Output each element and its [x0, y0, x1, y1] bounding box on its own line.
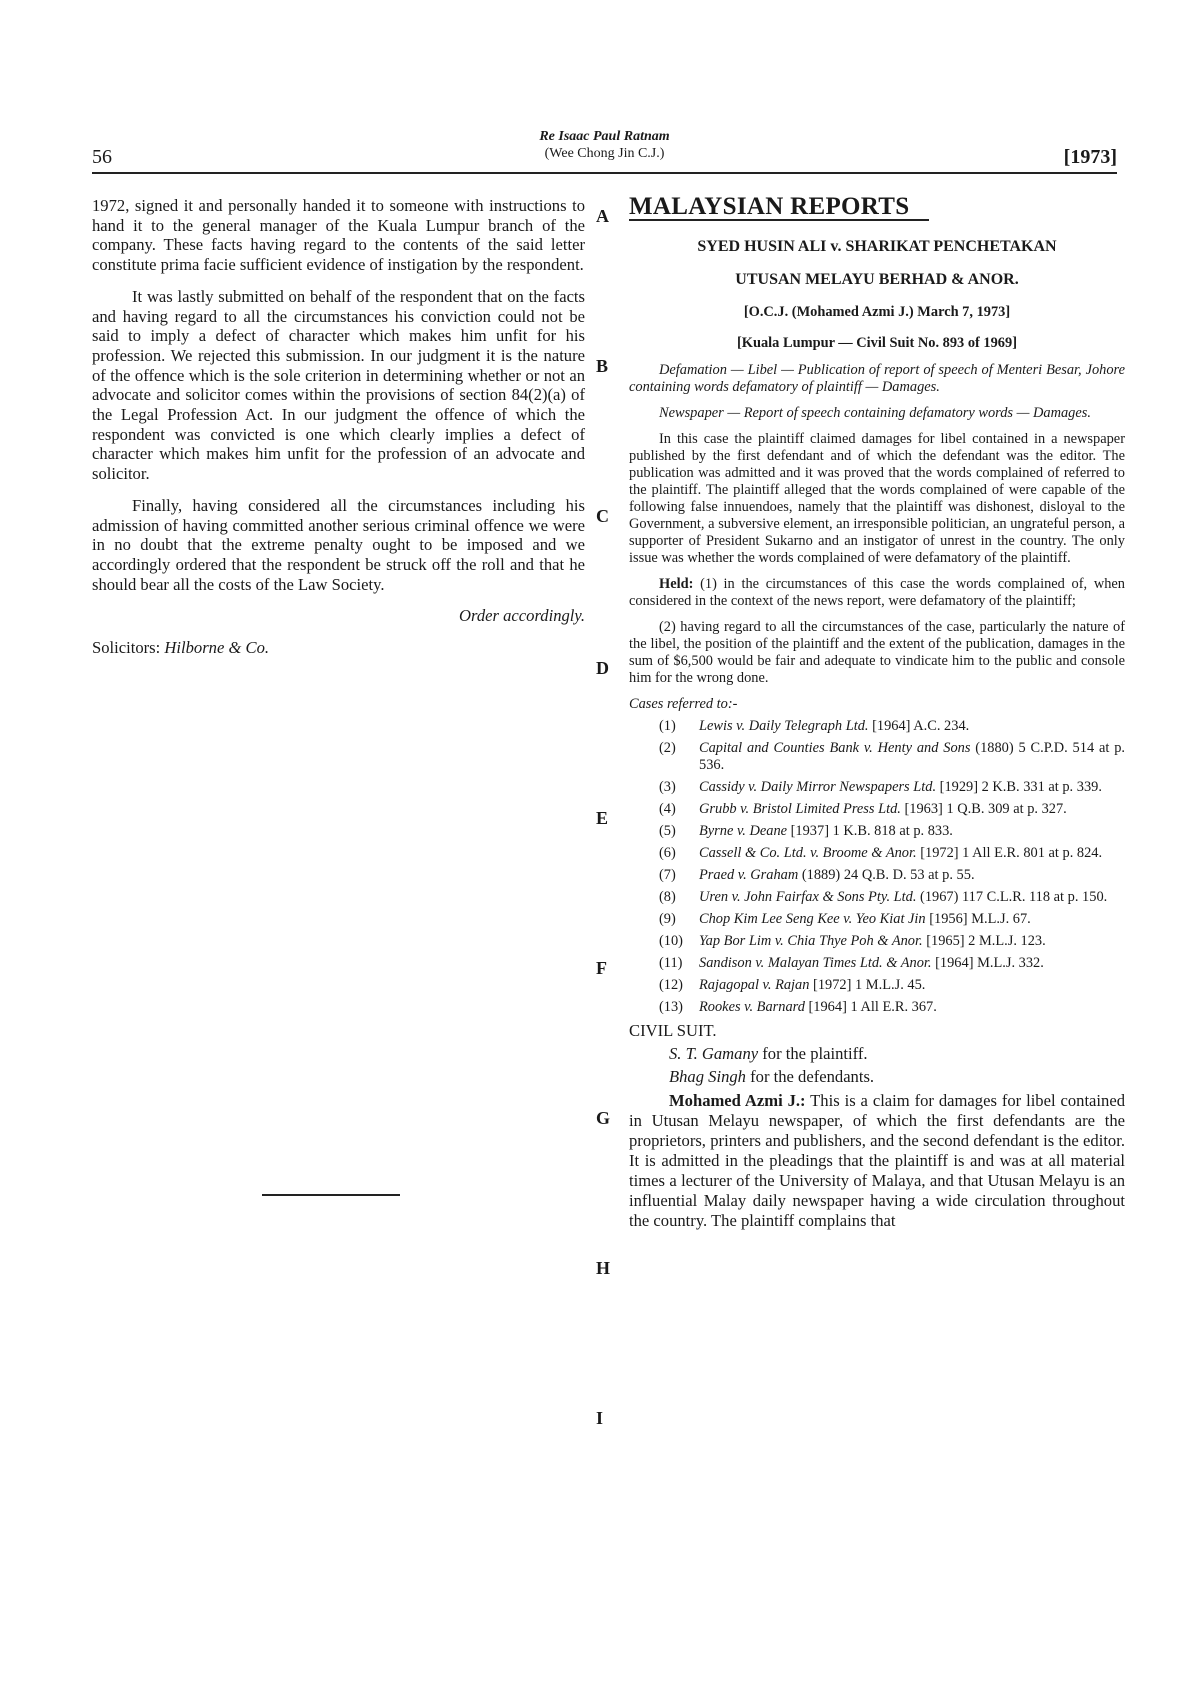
margin-letter-a: A	[596, 206, 609, 226]
held-1	[629, 576, 1125, 610]
margin-letter-g: G	[596, 1108, 611, 1128]
judgment-opening	[629, 1091, 1125, 1231]
order-line: Order accordingly.	[459, 606, 585, 626]
court-line: [O.C.J. (Mohamed Azmi J.) March 7, 1973]	[743, 304, 1011, 320]
margin-letter-i: I	[596, 1408, 604, 1428]
running-title-case: Re Isaac Paul Ratnam	[539, 129, 670, 144]
case-title-line-1: SYED HUSIN ALI v. SHARIKAT PENCHETAKAN	[697, 238, 1057, 255]
case-citation: (1) Lewis v. Daily Telegraph Ltd. [1964] A.C. 234.	[659, 718, 970, 734]
margin-letter-c: C	[596, 506, 609, 526]
year-label: [1973]	[1063, 146, 1117, 168]
report-name: MALAYSIAN REPORTS	[629, 193, 910, 220]
case-citation: (8) Uren v. John Fairfax & Sons Pty. Ltd. (1967) 117 C.L.R. 118 at p. 150.	[659, 889, 1108, 905]
held-label: Held:	[659, 576, 694, 592]
running-title	[92, 128, 1117, 162]
margin-letter-b: B	[596, 356, 609, 376]
page-number: 56	[92, 146, 112, 168]
case-citation: (2) Capital and Counties Bank v. Henty and Sons (1880) 5 C.P.D. 514 at p. 536.	[659, 740, 1125, 773]
case-citation: (11) Sandison v. Malayan Times Ltd. & Anor. [1964] M.L.J. 332.	[659, 955, 1044, 971]
case-citation: (5) Byrne v. Deane [1937] 1 K.B. 818 at p. 833.	[659, 823, 953, 839]
margin-letter-e: E	[596, 808, 609, 828]
held-2: (2) having regard to all the circumstances of the case, particularly the nature of the libel, the position of the plaintiff and the extent of the publication, damages in the sum of $6,500 would be fair and adequate to vindicate him to the public and console him for the wrong done.	[629, 619, 1125, 686]
page-header	[92, 128, 1117, 176]
case-citation: (12) Rajagopal v. Rajan [1972] 1 M.L.J. 45.	[659, 977, 926, 993]
counsel-plaintiff: S. T. Gamany for the plaintiff.	[669, 1044, 868, 1063]
left-paragraph-1: 1972, signed it and personally handed it to someone with instructions to hand it to the general manager of the Kuala Lumpur branch of the company. These facts having regard to the contents of the said letter constitute prima facie sufficient evidence of instigation by the respondent.	[92, 196, 585, 275]
margin-letter-h: H	[596, 1258, 611, 1278]
judge-label: Mohamed Azmi J.:	[669, 1091, 806, 1110]
catchwords-1: Defamation — Libel — Publication of report of speech of Menteri Besar, Johore containing words defamatory of plaintiff — Damages.	[629, 362, 1125, 395]
case-citation: (6) Cassell & Co. Ltd. v. Broome & Anor. [1972] 1 All E.R. 801 at p. 824.	[659, 845, 1103, 861]
left-paragraph-2: It was lastly submitted on behalf of the respondent that on the facts and having regard to all the circumstances his conviction could not be said to imply a defect of character which makes him unfit for his profession. We rejected this submission. In our judgment it is the nature of the offence which is the sole criterion in determining whether or not an advocate and solicitor comes within the provisions of section 84(2)(a) of the Legal Profession Act. In our judgment the offence of which the respondent was convicted is one which clearly implies a defect of character which makes him unfit for the profession of an advocate and solicitor.	[92, 286, 585, 484]
section-end-rule	[262, 1194, 400, 1196]
case-citation: (7) Praed v. Graham (1889) 24 Q.B. D. 53 at p. 55.	[659, 867, 975, 883]
cases-referred-label: Cases referred to:-	[629, 696, 738, 712]
left-paragraph-3: Finally, having considered all the circumstances including his admission of having committed another serious criminal offence we were in no doubt that the extreme penalty ought to be imposed and we accordingly ordered that the respondent be struck off the roll and that he should bear all the costs of the Law Society.	[92, 495, 585, 594]
case-summary: In this case the plaintiff claimed damages for libel contained in a newspaper published by the first defendant and of which the defendant was the editor. The publication was admitted and it was proved that the words complained of referred to the plaintiff. The plaintiff alleged that the words complained of were capable of the following false innuendoes, namely that the plaintiff was dishonest, disloyal to the Government, a subversive element, an irresponsible politician, an ungrateful person, a supporter of President Sukarno and an instigator of unrest in the country. The only issue was whether the words complained of were defamatory of the plaintiff.	[629, 431, 1125, 566]
case-title-line-2: UTUSAN MELAYU BERHAD & ANOR.	[735, 271, 1019, 288]
case-citation: (13) Rookes v. Barnard [1964] 1 All E.R. 367.	[659, 999, 937, 1015]
case-citation: (10) Yap Bor Lim v. Chia Thye Poh & Anor. [1965] 2 M.L.J. 123.	[659, 933, 1046, 949]
civil-suit-heading: CIVIL SUIT.	[629, 1021, 717, 1040]
margin-letter-d: D	[596, 658, 609, 678]
right-column	[629, 193, 1125, 1240]
judgment-text: This is a claim for damages for libel contained in Utusan Melayu newspaper, of which the first defendants are the proprietors, printers and publishers, and the second defendant is the editor. It is admitted in the pleadings that the plaintiff is and was at all material times a lecturer of the University of Malaya, and that Utusan Melayu is an influential Malay daily newspaper having a wide circulation throughout the country. The plaintiff complains that	[629, 1091, 1125, 1230]
solicitors-label: Solicitors:	[92, 638, 161, 658]
left-column	[92, 196, 585, 670]
case-citation: (9) Chop Kim Lee Seng Kee v. Yeo Kiat Jin [1956] M.L.J. 67.	[659, 911, 1031, 927]
counsel-defendants: Bhag Singh for the defendants.	[669, 1067, 875, 1086]
solicitors-line	[92, 638, 585, 658]
held-1-text: (1) in the circumstances of this case the words complained of, when considered in the context of the news report, were defamatory of the plaintiff;	[629, 576, 1125, 609]
margin-letter-f: F	[596, 958, 607, 978]
suit-line: [Kuala Lumpur — Civil Suit No. 893 of 1969]	[737, 335, 1017, 351]
case-citation: (4) Grubb v. Bristol Limited Press Ltd. [1963] 1 Q.B. 309 at p. 327.	[659, 801, 1067, 817]
solicitors-name: Hilborne & Co.	[164, 638, 270, 658]
catchwords-2: Newspaper — Report of speech containing defamatory words — Damages.	[659, 405, 1091, 421]
cases-list	[629, 718, 1125, 1016]
case-citation: (3) Cassidy v. Daily Mirror Newspapers Ltd. [1929] 2 K.B. 331 at p. 339.	[659, 779, 1102, 795]
running-title-judge: (Wee Chong Jin C.J.)	[544, 146, 665, 161]
header-rule	[92, 172, 1117, 174]
